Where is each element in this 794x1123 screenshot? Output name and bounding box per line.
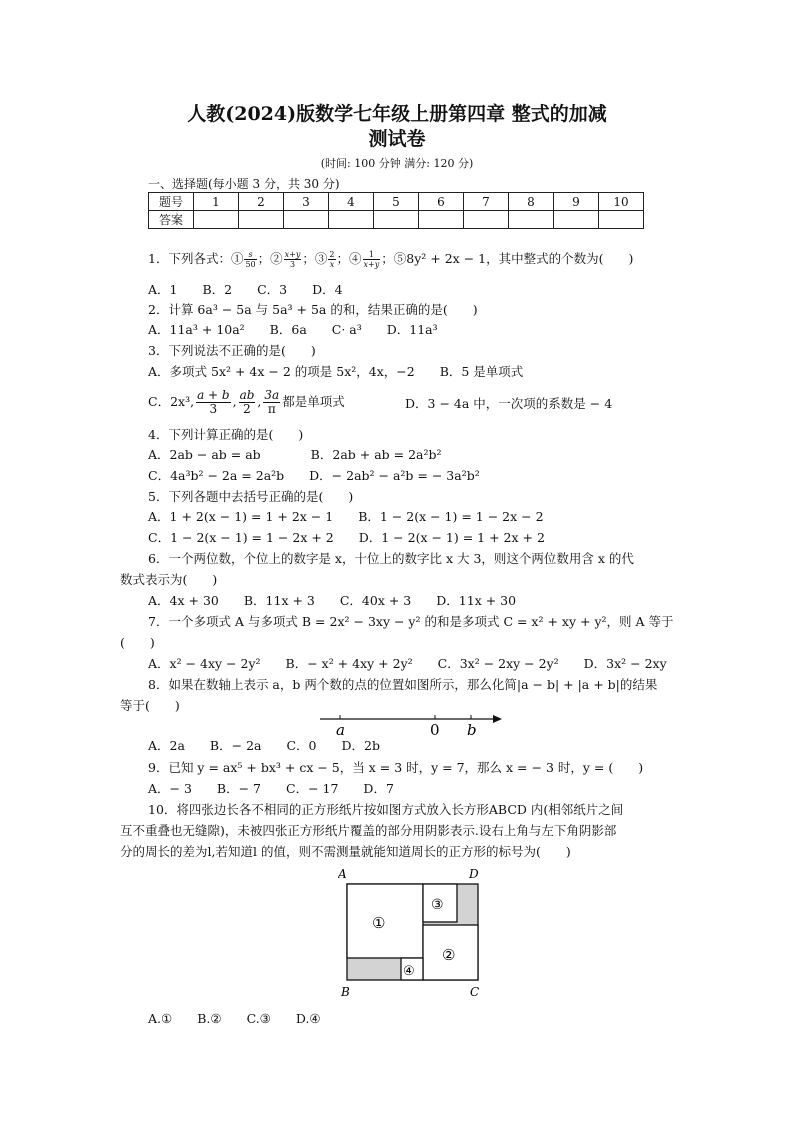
table-answer-label: 答案 <box>149 211 194 229</box>
question-2-options: A．11a³ + 10a² B．6a C· a³ D．11a³ <box>148 322 438 337</box>
section-heading: 一、选择题(每小题 3 分，共 30 分) <box>148 177 340 191</box>
question-10-options: A.① B.② C.③ D.④ <box>148 1011 321 1026</box>
question-3-option-d: D．3 − 4a 中，一次项的系数是 − 4 <box>405 396 613 411</box>
answer-cell[interactable] <box>599 211 644 229</box>
fraction-numerator: s <box>244 250 256 260</box>
label-A: A <box>338 867 347 881</box>
q3-c-text-b: 都是单项式 <box>282 394 345 409</box>
label-C: C <box>470 985 480 999</box>
q1-sep: ；② <box>257 251 283 266</box>
table-cell: 6 <box>419 193 464 211</box>
q3-c-text: C．2x³, <box>148 394 195 409</box>
table-cell: 1 <box>194 193 239 211</box>
squares-figure <box>338 864 490 1002</box>
table-cell: 5 <box>374 193 419 211</box>
answer-cell[interactable] <box>329 211 374 229</box>
answer-cell[interactable] <box>284 211 329 229</box>
fraction <box>363 250 381 269</box>
answer-cell[interactable] <box>509 211 554 229</box>
question-7-options: A．x² − 4xy − 2y² B．− x² + 4xy + 2y² C．3x² − 2xy − 2y² D．3x² − 2xy <box>148 656 667 671</box>
fraction-denominator: 2 <box>243 402 251 416</box>
question-7-line2: ( ) <box>120 635 155 650</box>
arrow-head-icon <box>493 715 502 723</box>
fraction-numerator: 3a <box>264 388 280 402</box>
label-zero: 0 <box>430 721 440 739</box>
fraction-numerator: a + b <box>197 388 230 402</box>
fraction-numerator: 1 <box>363 250 381 260</box>
question-9-options: A．− 3 B．− 7 C．− 17 D．7 <box>148 781 394 796</box>
label-b: b <box>467 721 477 739</box>
square-1-label: ① <box>372 914 386 932</box>
question-7-line1: 7．一个多项式 A 与多项式 B = 2x² − 3xy − y² 的和是多项式 C = x² + xy + y²，则 A 等于 <box>148 614 674 629</box>
answer-cell[interactable] <box>554 211 599 229</box>
answer-cell[interactable] <box>464 211 509 229</box>
fraction-numerator: x+y <box>284 250 301 259</box>
table-cell: 8 <box>509 193 554 211</box>
fraction-numerator: ab <box>239 388 255 402</box>
page-title: 人教(2024)版数学七年级上册第四章 整式的加减 <box>187 103 607 125</box>
fraction-denominator: π <box>267 402 276 416</box>
q1-sep: ；③ <box>302 251 328 266</box>
q1-text-a: 1．下列各式：① <box>148 251 244 266</box>
answer-cell[interactable] <box>419 211 464 229</box>
fraction-denominator: x <box>329 260 335 269</box>
answer-cell[interactable] <box>239 211 284 229</box>
table-row <box>149 211 644 229</box>
question-1-options: A．1 B．2 C．3 D．4 <box>148 282 343 297</box>
table-cell: 10 <box>599 193 644 211</box>
fraction <box>263 389 280 416</box>
table-cell: 2 <box>239 193 284 211</box>
question-5-options-cd: C．1 − 2(x − 1) = 1 − 2x + 2 D．1 − 2(x − 1) = 1 + 2x + 2 <box>148 530 545 545</box>
square-2-label: ② <box>442 946 456 964</box>
fraction-denominator: 50 <box>245 260 256 269</box>
table-cell: 9 <box>554 193 599 211</box>
answer-cell[interactable] <box>194 211 239 229</box>
answer-cell[interactable] <box>374 211 419 229</box>
question-6-line2: 数式表示为( ) <box>120 572 218 587</box>
fraction <box>196 389 231 416</box>
fraction-numerator: 2 <box>329 250 335 259</box>
exam-info: (时间: 100 分钟 满分: 120 分) <box>320 157 474 170</box>
label-a: a <box>336 721 345 739</box>
question-6-options: A．4x + 30 B．11x + 3 C．40x + 3 D．11x + 30 <box>148 593 517 608</box>
answer-table <box>148 192 644 229</box>
question-10-line3: 分的周长的差为l,若知道l 的值，则不需测量就能知道周长的正方形的标号为( ) <box>120 844 571 859</box>
question-3-stem: 3．下列说法不正确的是( ) <box>148 343 316 358</box>
question-4-stem: 4．下列计算正确的是( ) <box>148 427 304 442</box>
fraction-denominator: x+y <box>363 260 380 269</box>
number-line-figure <box>318 708 508 740</box>
question-5-stem: 5．下列各题中去括号正确的是( ) <box>148 489 354 504</box>
square-3-label: ③ <box>431 897 444 913</box>
question-3-options-ab: A．多项式 5x² + 4x − 2 的项是 5x²，4x，−2 B．5 是单项式 <box>148 364 524 379</box>
table-header-label: 题号 <box>149 193 194 211</box>
question-8-line2: 等于( ) <box>120 698 180 713</box>
square-4-label: ④ <box>403 964 415 979</box>
fraction <box>244 250 256 269</box>
table-row <box>149 193 644 211</box>
question-4-options-cd: C．4a³b² − 2a = 2a²b D．− 2ab² − a²b = − 3a²b² <box>148 468 480 483</box>
question-5-options-ab: A．1 + 2(x − 1) = 1 + 2x − 1 B．1 − 2(x − 1) = 1 − 2x − 2 <box>148 509 544 524</box>
table-cell: 3 <box>284 193 329 211</box>
page-title-line2: 测试卷 <box>368 128 426 150</box>
question-3-option-c: C．2x³, $\frac{a + b}{3}$ , $\frac{ab}{2}$ , $\frac{3a}{\pi}$ 都是单项式 <box>148 388 345 416</box>
fraction-denominator: 3 <box>209 402 218 416</box>
q1-text-b: ；⑤8y² + 2x − 1，其中整式的个数为( ) <box>381 251 634 266</box>
table-cell: 4 <box>329 193 374 211</box>
label-B: B <box>341 985 350 999</box>
question-4-options-ab: A．2ab − ab = ab B．2ab + ab = 2a²b² <box>148 447 442 462</box>
label-D: D <box>469 867 479 881</box>
q1-sep: ；④ <box>336 251 362 266</box>
fraction <box>328 250 335 269</box>
question-8-line1: 8．如果在数轴上表示 a，b 两个数的点的位置如图所示，那么化简|a − b| + |a + b|的结果 <box>148 677 658 692</box>
question-2-stem: 2．计算 6a³ − 5a 与 5a³ + 5a 的和，结果正确的是( ) <box>148 302 478 317</box>
question-1-stem <box>148 250 633 269</box>
question-9-stem: 9．已知 y = ax⁵ + bx³ + cx − 5，当 x = 3 时，y = 7，那么 x = − 3 时，y = ( ) <box>148 760 644 775</box>
question-6-line1: 6．一个两位数，个位上的数字是 x，十位上的数字比 x 大 3，则这个两位数用含 x 的代 <box>148 551 634 566</box>
fraction <box>239 389 256 416</box>
fraction <box>284 250 302 269</box>
table-cell: 7 <box>464 193 509 211</box>
question-10-line2: 互不重叠也无缝隙)，未被四张正方形纸片覆盖的部分用阴影表示.设右上角与左下角阴影部 <box>120 823 617 838</box>
question-10-line1: 10．将四张边长各不相同的正方形纸片按如图方式放入长方形ABCD 内(相邻纸片之间 <box>148 802 624 817</box>
fraction-denominator: 3 <box>289 260 296 269</box>
question-8-options: A．2a B．− 2a C．0 D．2b <box>148 738 380 753</box>
